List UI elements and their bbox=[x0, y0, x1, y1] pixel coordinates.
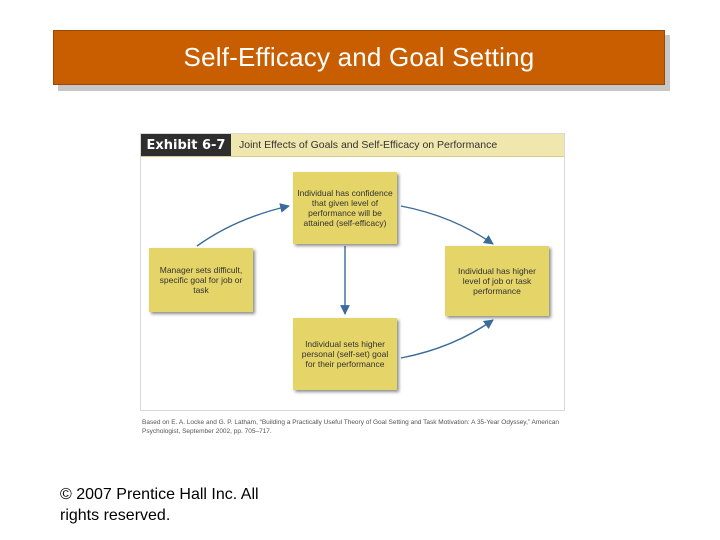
arrow-top-to-right bbox=[401, 206, 493, 244]
exhibit-title: Joint Effects of Goals and Self-Efficacy on Performance bbox=[239, 139, 498, 151]
copyright-notice: © 2007 Prentice Hall Inc. All rights reserved. bbox=[60, 486, 259, 524]
exhibit-figure bbox=[140, 133, 565, 411]
slide-title-bar bbox=[53, 30, 665, 85]
arrow-bottom-to-right bbox=[401, 320, 493, 358]
arrow-left-to-top bbox=[197, 206, 289, 246]
node-self-efficacy: Individual has confidence that given level of performance will be attained (self-efficacy) bbox=[293, 172, 397, 244]
exhibit-citation: Based on E. A. Locke and G. P. Latham, “Building a Practically Useful Theory of Goal Setting and Task Motivation: A 35-Year Odyssey,” American Psychologist, September 2002, pp. 705–717. bbox=[142, 419, 559, 435]
node-self-set-goal: Individual sets higher personal (self-set) goal for their performance bbox=[293, 318, 397, 390]
exhibit-label: Exhibit 6-7 bbox=[141, 134, 231, 156]
slide-title: Self-Efficacy and Goal Setting bbox=[183, 42, 535, 72]
node-manager-goal: Manager sets difficult, specific goal for job or task bbox=[149, 248, 253, 312]
node-performance: Individual has higher level of job or task performance bbox=[445, 246, 549, 316]
